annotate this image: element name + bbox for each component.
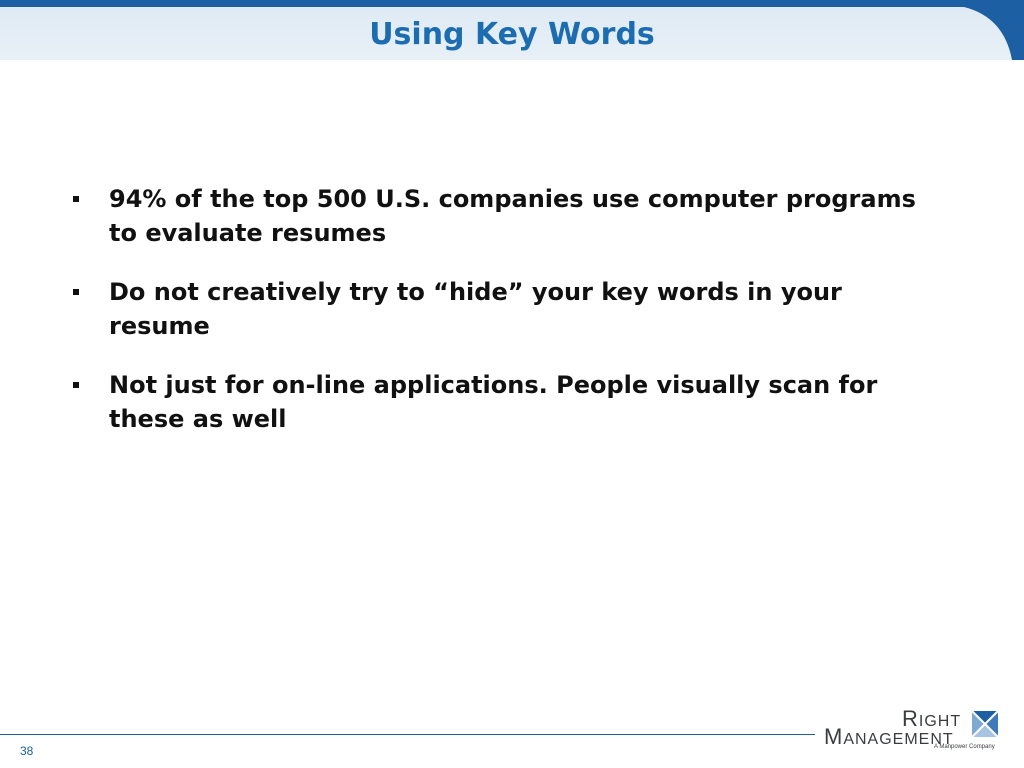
square-bullet-icon [73, 382, 79, 388]
bullet-text: Not just for on-line applications. People visually scan for these as well [109, 371, 878, 433]
logo-word-management: MANAGEMENT [824, 724, 954, 749]
bullet-text: 94% of the top 500 U.S. companies use computer programs to evaluate resumes [109, 185, 916, 247]
slide-title: Using Key Words [369, 17, 655, 52]
company-logo [824, 706, 1014, 756]
page-number: 38 [20, 744, 34, 758]
logo-word-right: RIGHT [902, 706, 962, 731]
logo-tagline: A Manpower Company [934, 744, 995, 750]
header-top-stripe [0, 0, 1024, 7]
footer-divider [0, 734, 815, 735]
bullet-item [72, 368, 932, 436]
square-bullet-icon [73, 289, 79, 295]
square-bullet-icon [73, 196, 79, 202]
bullet-text: Do not creatively try to “hide” your key words in your resume [109, 278, 842, 340]
bullet-item [72, 182, 932, 250]
bullet-list [72, 182, 932, 461]
bullet-item [72, 275, 932, 343]
right-management-logo-mark-icon [970, 709, 1000, 739]
